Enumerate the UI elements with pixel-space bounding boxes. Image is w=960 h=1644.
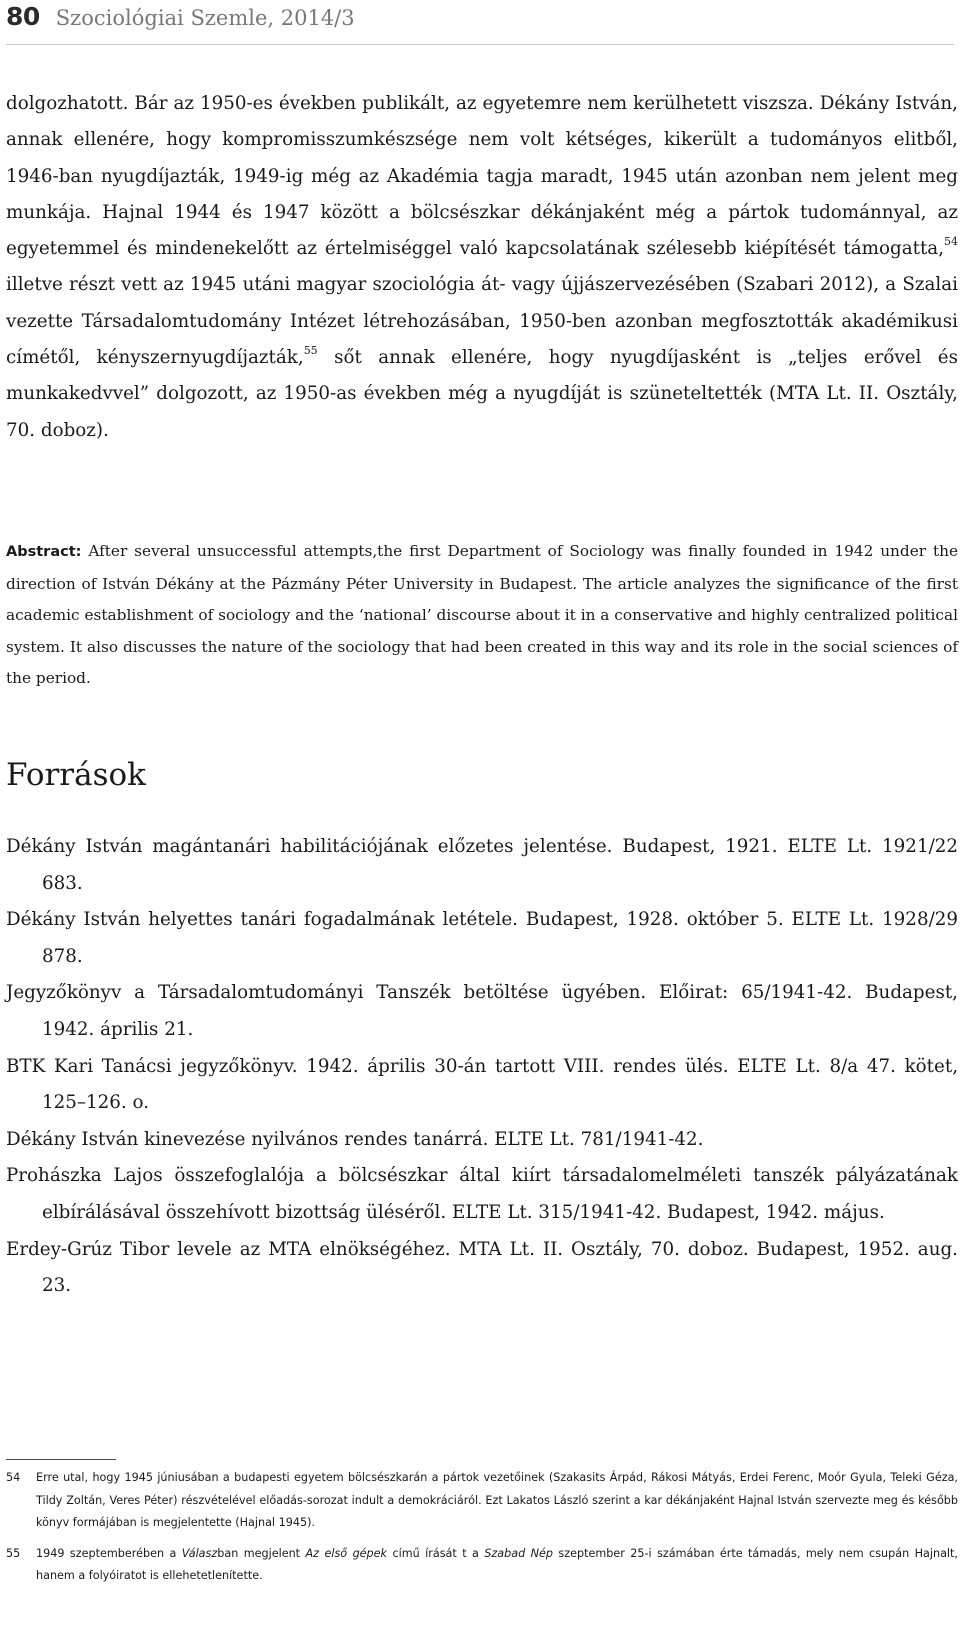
footnote-text-segment: 1949 szeptemberében a bbox=[36, 1546, 182, 1560]
body-text-part-3: sőt annak ellenére, hogy nyugdíjasként is „teljes erővel és munkakedvvel” dolgozott, az 1950-as években még a nyugdíját is szüneteltették (MTA Lt. II. Osztály, 70. doboz). bbox=[6, 347, 958, 441]
body-text-part-2: illetve részt vett az 1945 utáni magyar szociológia át- vagy újjászervezésében (Szabari 2012), a Szalai vezette Társadalomtudomány Intézet létrehozásában, 1950-ben azonban megfosztották akadémikusi címétől, kényszernyugdíjazták, bbox=[6, 274, 958, 369]
source-item: Dékány István kinevezése nyilvános rendes tanárrá. ELTE Lt. 781/1941-42. bbox=[6, 1128, 704, 1150]
source-item: Prohászka Lajos összefoglalója a bölcsészkar által kiírt társadalomelméleti tanszék pályázatának elbírálásával összehívott bizottság üléséről. ELTE Lt. 315/1941-42. Budapest, 1942. május. bbox=[6, 1165, 958, 1223]
sources-heading: Források bbox=[6, 757, 146, 793]
footnote-text: Erre utal, hogy 1945 júniusában a budapesti egyetem bölcsészkarán a pártok vezetőinek (Szakasits Árpád, Rákosi Mátyás, Erdei Ferenc, Moór Gyula, Teleki Géza, Tildy Zoltán, Veres Péter) részvételével előadás-sorozat indult a demokráciáról. Ezt Lakatos László szerint a kar dékánjaként Hajnal István szervezte meg és később könyv formájában is megjelentette (Hajnal 1945). bbox=[36, 1471, 958, 1529]
abstract-text: After several unsuccessful attempts,the first Department of Sociology was finally founded in 1942 under the direction of István Dékány at the Pázmány Péter University in Budapest. The article analyzes the significance of the first academic establishment of sociology and the ‘national’ discourse about it in a conservative and highly centralized political system. It also discusses the nature of the sociology that had been created in this way and its role in the social sciences of the period. bbox=[6, 542, 958, 688]
footnote-italic-title: Az első gépek bbox=[305, 1546, 388, 1560]
footnote-text-segment: szeptember 25-i számában érte támadás, mely nem csupán Hajnalt, hanem a folyóiratot is ellehetetlenítette. bbox=[36, 1546, 958, 1582]
source-item: Dékány István magántanári habilitációjának előzetes jelentése. Budapest, 1921. ELTE Lt. 1921/22 683. bbox=[6, 836, 958, 894]
source-item: Dékány István helyettes tanári fogadalmának letétele. Budapest, 1928. október 5. ELTE Lt. 1928/29 878. bbox=[6, 909, 958, 967]
page-number: 80 bbox=[6, 2, 40, 31]
footnote-text-segment: ban megjelent bbox=[217, 1546, 306, 1560]
footnote-ref-54[interactable]: 54 bbox=[944, 235, 958, 249]
footnote-55 bbox=[6, 1543, 958, 1588]
abstract-label: Abstract: bbox=[6, 544, 82, 560]
source-item: Jegyzőkönyv a Társadalomtudományi Tanszék betöltése ügyében. Előirat: 65/1941-42. Budapest, 1942. április 21. bbox=[6, 982, 958, 1040]
source-item: Erdey-Grúz Tibor levele az MTA elnökségéhez. MTA Lt. II. Osztály, 70. doboz. Budapest, 1952. aug. 23. bbox=[6, 1238, 958, 1297]
abstract bbox=[6, 536, 958, 695]
footnote-number: 55 bbox=[6, 1546, 21, 1560]
source-item: BTK Kari Tanácsi jegyzőkönyv. 1942. április 30-án tartott VIII. rendes ülés. ELTE Lt. 8/a 47. kötet, 125–126. o. bbox=[6, 1055, 958, 1114]
footnote-text-segment: című írását t a bbox=[387, 1546, 485, 1560]
footnote-ref-55[interactable]: 55 bbox=[303, 344, 318, 358]
footnote-italic-title: Szabad Nép bbox=[484, 1546, 553, 1560]
running-header bbox=[6, 2, 954, 45]
journal-title: Szociológiai Szemle, 2014/3 bbox=[55, 6, 355, 30]
sources-list bbox=[6, 829, 958, 1305]
footnote-number: 54 bbox=[6, 1471, 21, 1484]
footnote-text bbox=[36, 1543, 958, 1588]
footnotes bbox=[6, 1467, 958, 1596]
footnote-54 bbox=[6, 1467, 958, 1535]
body-text-part-1: dolgozhatott. Bár az 1950-es években publikált, az egyetemre nem kerülhetett viszsza. Dékány István, annak ellenére, hogy kompromisszumkészsége nem volt kétséges, kikerült a tudományos elitből, 1946-ban nyugdíjazták, 1949-ig még az Akadémia tagja maradt, 1945 után azonban nem jelent meg munkája. Hajnal 1944 és 1947 között a bölcsészkar dékánjaként még a pártok tudománnyal, az egyetemmel és mindenekelőtt az értelmiséggel való kapcsolatának szélesebb kiépítését támogatta, bbox=[6, 93, 958, 260]
body-paragraph bbox=[6, 86, 958, 449]
footnote-italic-title: Válasz bbox=[181, 1546, 218, 1560]
footnote-divider bbox=[6, 1459, 116, 1460]
